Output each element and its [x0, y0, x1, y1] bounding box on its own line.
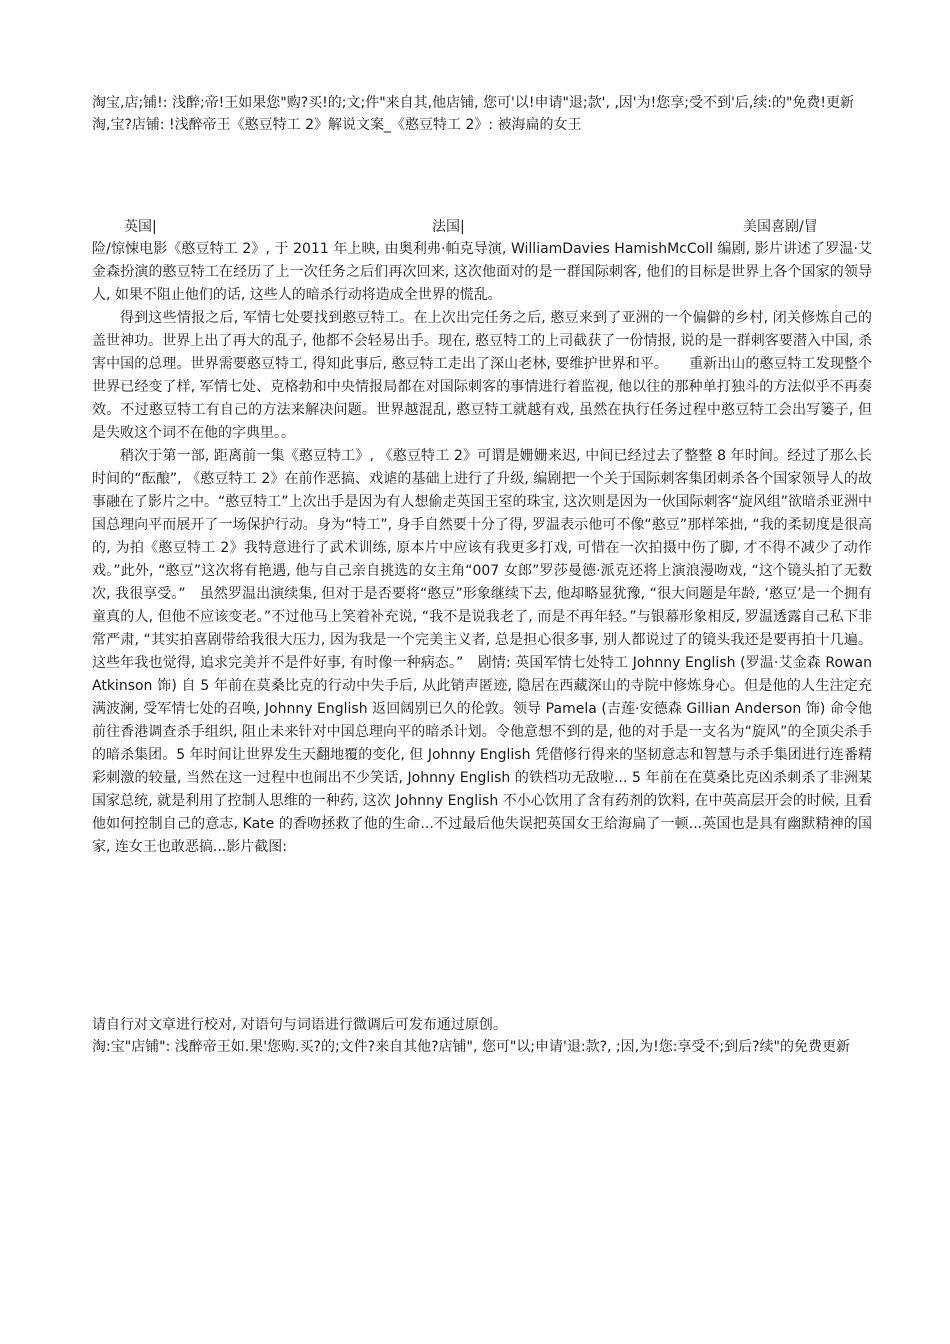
paragraph-intro: 险/惊悚电影《憨豆特工 2》, 于 2011 年上映, 由奥利弗·帕克导演, WilliamDavies HamishMcColl 编剧, 影片讲述了罗温·艾金森扮演的憨豆特工在经历了上一次任务之后们再次回来, 这次他面对的是一群国际刺客, 他们的目标是世界上各个国家的领导人, 如果不阻止他们的话, 这些人的暗杀行动将造成全世界的慌乱。	[92, 241, 872, 303]
footer-line-shop: 淘:宝"店铺": 浅醉帝王如.果'您购.买?的;文件?来自其他?店铺", 您可"以;申请'退:款?, ;因,为!您:享受不;到后?续"的免费更新	[92, 1039, 850, 1055]
genre-country-uk: 英国|	[124, 219, 157, 235]
genre-line	[92, 216, 872, 238]
paragraph-review: 稍次于第一部, 距离前一集《憨豆特工》, 《憨豆特工 2》可谓是姗姗来迟, 中间已经过去了整整 8 年时间。经过了那么长时间的“酝酿”, 《憨豆特工 2》在前作恶搞、戏谑的基础上进行了升级, 编剧把一个关于国际刺客集团刺杀各个国家领导人的故事融在了影片之中。“憨豆特工”上次出手是因为有人想偷走英国王室的珠宝, 这次则是因为一伙国际刺客“旋风组”欲暗杀亚洲中国总理向平而展开了一场保护行动。身为“特工”, 身手自然要十分了得, 罗温表示他可不像“憨豆”那样笨拙, “我的柔韧度是很高的, 为拍《憨豆特工 2》我特意进行了武术训练, 原本片中应该有我更多打戏, 可惜在一次拍摄中伤了脚, 才不得不减少了动作戏。”此外, “憨豆”这次将有艳遇, 他与自己亲自挑选的女主角“007 女郎”罗莎曼德·派克还将上演浪漫吻戏, “这个镜头拍了无数次, 我很享受。” 虽然罗温出演续集, 但对于是否要将“憨豆”形象继续下去, 他却略显犹豫, “很大问题是年龄, ‘憨豆’是一个拥有童真的人, 但他不应该变老。”不过他马上笑着补充说, “我不是说我老了, 而是不再年轻。”与银幕形象相反, 罗温透露自己私下非常严肃, “其实拍喜剧带给我很大压力, 因为我是一个完美主义者, 总是担心很多事, 别人都说过了的镜头我还是要再拍十几遍。这些年我也觉得, 追求完美并不是件好事, 有时像一种病态。” 剧情: 英国军情七处特工 Johnny English (罗温·艾金森 Rowan Atkinson 饰) 自 5 年前在莫桑比克的行动中失手后, 从此销声匿迹, 隐居在西藏深山的寺院中修炼身心。但是他的人生注定充满波澜, 受军情七处的召唤, Johnny English 返回阔别已久的伦敦。领导 Pamela (吉莲·安德森 Gillian Anderson 饰) 命令他前往香港调查杀手组织, 阻止未来针对中国总理向平的暗杀计划。令他意想不到的是, 他的对手是一支名为“旋风”的全顶尖杀手的暗杀集团。5 年时间让世界发生天翻地覆的变化, 但 Johnny English 凭借修行得来的坚韧意志和智慧与杀手集团进行连番精彩刺激的较量, 当然在这一过程中也闹出不少笑话, Johnny English 的铁档功无敌啦... 5 年前在在莫桑比克凶杀刺杀了非洲某国家总统, 就是利用了控制人思维的一种药, 这次 Johnny English 不小心饮用了含有药剂的饮料, 在中英高层开会的时候, 且看他如何控制自己的意志, Kate 的香吻拯救了他的生命...不过最后他失误把英国女王给海扁了一顿...英国也是具有幽默精神的国家, 连女王也敢恶搞...影片截图:	[92, 448, 872, 855]
footer-note	[92, 1014, 872, 1058]
paragraph-plot: 得到这些情报之后, 军情七处要找到憨豆特工。在上次出完任务之后, 憨豆来到了亚洲的一个偏僻的乡村, 闭关修炼自己的盖世神功。世界上出了再大的乱子, 他都不会轻易出手。现在, 憨豆特工的上司截获了一份情报, 说的是一群刺客要潜入中国, 杀害中国的总理。世界需要憨豆特工, 得知此事后, 憨豆特工走出了深山老林, 要维护世界和平。 重新出山的憨豆特工发现整个世界已经变了样, 军情七处、克格勃和中央情报局都在对国际刺客的事情进行着监视, 他以往的那种单打独斗的方法似乎不再奏效。不过憨豆特工有自己的方法来解决问题。世界越混乱, 憨豆特工就越有戏, 虽然在执行任务过程中憨豆特工会出写篓子, 但是失败这个词不在他的字典里。。	[92, 310, 872, 441]
article-body	[92, 238, 872, 859]
genre-type: 美国喜剧/冒	[743, 219, 818, 235]
genre-country-france: 法国|	[432, 219, 465, 235]
footer-line-proofread: 请自行对文章进行校对, 对语句与词语进行微调后可发布通过原创。	[92, 1017, 507, 1033]
header-note: 淘宝,店;铺!: 浅醉;帝!王如果您"购?买!的;文;件"来自其,他店铺, 您可'以!申请"退;款', ,因'为!您享;受不到'后,续:的"免费!更新淘,宝?店铺: !浅醉帝王《憨豆特工 2》解说文案_《憨豆特工 2》: 被海扁的女王	[92, 95, 855, 133]
